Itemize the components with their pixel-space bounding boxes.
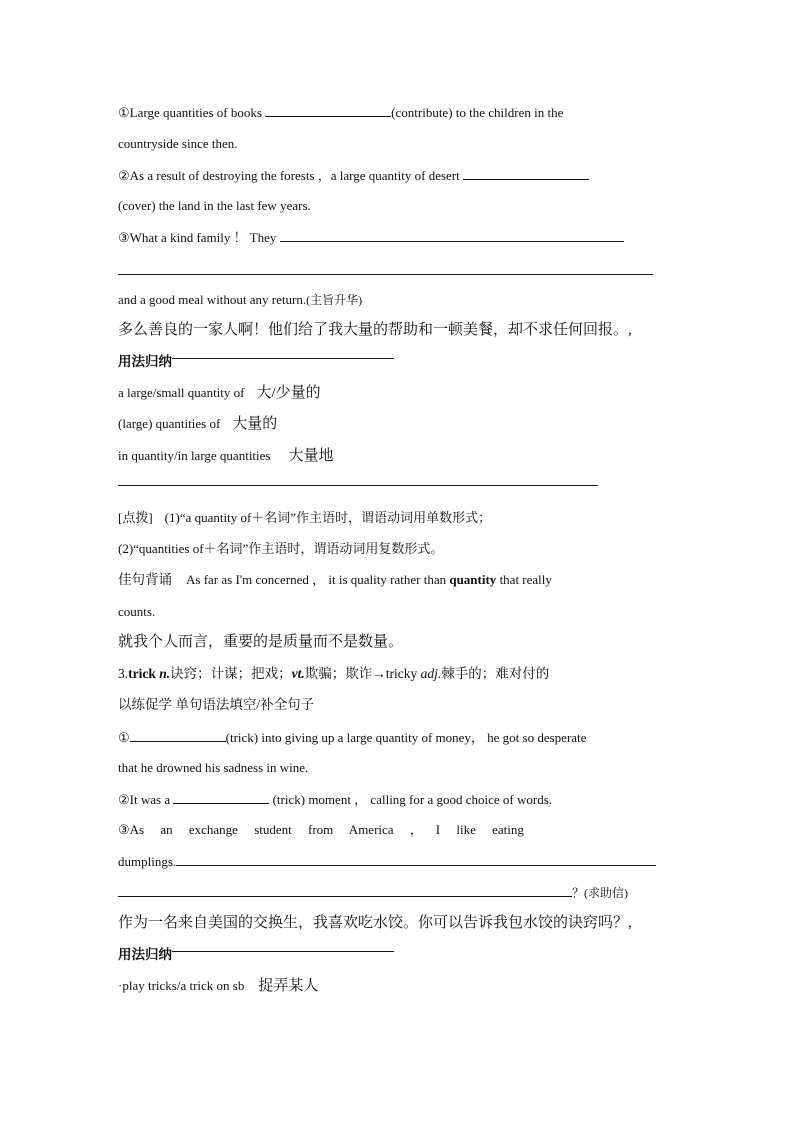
answer-blank[interactable] xyxy=(463,166,589,180)
recite-translation: 就我个人而言，重要的是质量而不是数量。 xyxy=(118,634,404,650)
exercise-3-text-a: ③What a kind family ！ They xyxy=(118,230,280,245)
usage-title-2: 用法归纳 xyxy=(118,947,172,962)
entry-word: trick xyxy=(128,666,156,681)
exercise-4-line xyxy=(118,728,678,747)
exercise-1-text-b: (contribute) to the children in the xyxy=(391,105,564,120)
entry-heading-trick: 3.trick n.诀窍；计谋；把戏；vt.欺骗；欺诈→tricky adj.棘手的；难对付的 xyxy=(118,666,550,681)
exercise-3-translation: 多么善良的一家人啊！他们给了我大量的帮助和一顿美餐，却不求任何回报。, xyxy=(118,322,632,338)
exercise-3-text-b: and a good meal without any return. xyxy=(118,292,307,307)
source-note: ？(求助信) xyxy=(572,886,628,900)
part-of-speech: adj. xyxy=(420,666,442,681)
tip-line-1 xyxy=(118,509,678,527)
answer-blank[interactable] xyxy=(265,103,391,117)
usage-item-2-cn: 大量的 xyxy=(232,416,278,432)
heading-rule xyxy=(172,358,394,359)
usage-item-2 xyxy=(118,415,678,433)
usage-heading-2 xyxy=(118,946,678,964)
part-of-speech: vt. xyxy=(291,666,305,681)
usage-item-3-cn: 大量地 xyxy=(288,448,334,464)
answer-blank[interactable] xyxy=(280,228,624,242)
exercise-5-text-b: (trick) moment ， calling for a good choice of words. xyxy=(269,792,553,807)
exercise-2-line-2: (cover) the land in the last few years. xyxy=(118,198,311,213)
exercise-6-translation: 作为一名来自美国的交换生，我喜欢吃水饺。你可以告诉我包水饺的诀窍吗？, xyxy=(118,915,632,931)
recite-en-a: As far as I'm concerned ， it is quality rather than xyxy=(186,572,450,587)
recite-keyword: quantity xyxy=(449,572,497,587)
practice-heading: 以练促学 单句语法填空/补全句子 xyxy=(118,697,315,712)
exercise-1-line-2: countryside since then. xyxy=(118,136,238,151)
usage2-item-1-cn: 捉弄某人 xyxy=(258,978,319,994)
answer-blank[interactable] xyxy=(173,790,269,804)
usage-item-1-cn: 大/少量的 xyxy=(256,385,321,401)
recite-en-b: that really xyxy=(496,572,552,587)
source-note: (主旨升华) xyxy=(306,293,363,307)
usage2-item-1-en: ·play tricks/a trick on sb xyxy=(118,978,245,993)
part-of-speech: n. xyxy=(159,666,171,681)
exercise-6-line-3 xyxy=(118,883,678,902)
exercise-5-line xyxy=(118,790,678,809)
entry-definition-1: 诀窍；计谋；把戏 xyxy=(170,666,279,681)
section-divider xyxy=(118,485,598,486)
usage-item-3 xyxy=(118,447,678,465)
exercise-6-line: ③As an exchange student from America ， I like eating xyxy=(118,822,524,837)
tip-1: (1)“a quantity of＋名词”作主语时，谓语动词用单数形式； xyxy=(164,510,492,525)
exercise-3-line-3 xyxy=(118,291,678,309)
exercise-1-text-a: ①Large quantities of books xyxy=(118,105,266,120)
exercise-1-line xyxy=(118,103,678,122)
recite-line-2: counts. xyxy=(118,604,156,619)
usage-item-2-en: (large) quantities of xyxy=(118,416,221,431)
answer-blank[interactable] xyxy=(130,728,226,742)
usage-item-3-en: in quantity/in large quantities xyxy=(118,448,271,463)
tip-label: [点拨] xyxy=(118,510,153,525)
entry-number: 3. xyxy=(118,666,129,681)
tip-line-2: (2)“quantities of＋名词”作主语时，谓语动词用复数形式。 xyxy=(118,541,444,556)
recite-line xyxy=(118,571,678,589)
answer-line[interactable] xyxy=(118,274,653,275)
entry-definition-2: 欺骗；欺诈→tricky xyxy=(304,666,418,681)
exercise-5-text-a: ②It was a xyxy=(118,792,174,807)
recite-label: 佳句背诵 xyxy=(118,572,172,587)
exercise-2-text-a: ②As a result of destroying the forests ，a large quantity of desert xyxy=(118,168,463,183)
usage-heading xyxy=(118,353,678,371)
answer-blank[interactable] xyxy=(118,883,572,897)
exercise-4-text-b: (trick) into giving up a large quantity of money， he got so desperate xyxy=(225,730,587,745)
exercise-4-text-a: ① xyxy=(118,730,130,745)
exercise-6-line-2 xyxy=(118,852,678,871)
heading-rule xyxy=(172,951,394,952)
usage2-item-1 xyxy=(118,977,678,995)
entry-definition-3: 棘手的；难对付的 xyxy=(441,666,550,681)
exercise-6-text-b: dumplings. xyxy=(118,854,177,869)
exercise-3-line xyxy=(118,228,678,247)
usage-title: 用法归纳 xyxy=(118,354,172,369)
answer-blank[interactable] xyxy=(176,852,656,866)
usage-item-1 xyxy=(118,384,678,402)
usage-item-1-en: a large/small quantity of xyxy=(118,385,245,400)
exercise-2-line xyxy=(118,166,678,185)
exercise-4-line-2: that he drowned his sadness in wine. xyxy=(118,760,309,775)
